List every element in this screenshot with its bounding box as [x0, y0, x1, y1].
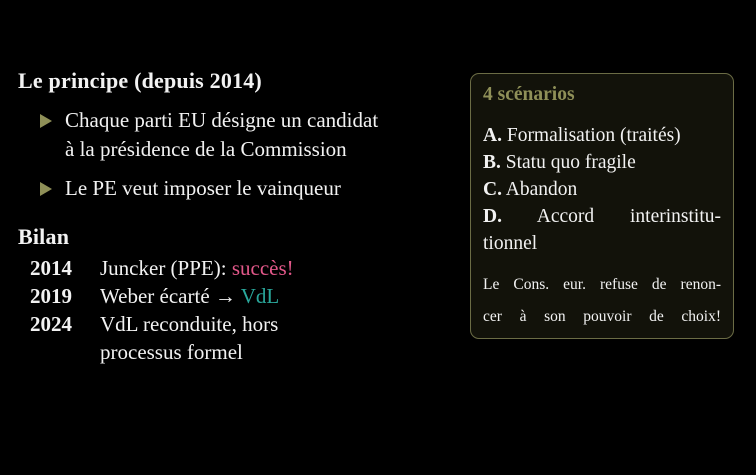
bullet-list: [40, 106, 450, 214]
timeline-row: [30, 282, 294, 310]
scenario-label: D.: [483, 206, 502, 227]
scenario-text: Abandon: [505, 179, 578, 200]
row-text: [100, 310, 278, 366]
row-text-line: VdL reconduite, hors: [100, 312, 279, 336]
row-text-line: processus formel: [100, 340, 243, 364]
note-line: cer à son pouvoir de choix!: [483, 308, 721, 325]
scenarios-box: [470, 73, 734, 339]
scenario-label: B.: [483, 152, 501, 173]
year-label: 2024: [30, 312, 72, 336]
scenario-text: Statu quo fragile: [505, 152, 636, 173]
scenario-item: [483, 122, 721, 149]
scenario-item: [483, 203, 721, 230]
scenarios-box-title: 4 scénarios: [483, 84, 575, 105]
note-line: Le Cons. eur. refuse de renon-: [483, 276, 721, 293]
bullet-text: [65, 106, 378, 163]
bullet-line: à la présidence de la Commission: [65, 136, 347, 161]
row-text: [100, 254, 294, 282]
council-note: [483, 269, 721, 333]
scenario-text-continuation: tionnel: [483, 233, 538, 254]
scenario-item: [483, 149, 721, 176]
row-text-plain: Juncker (PPE):: [100, 256, 232, 280]
timeline-row: [30, 254, 294, 282]
scenario-text: Accord interinstitu-: [536, 206, 721, 227]
triangle-bullet-icon: [40, 182, 52, 196]
row-text: [100, 282, 279, 310]
bilan-list: [30, 254, 294, 366]
bullet-text: [65, 174, 341, 203]
bullet-item: [40, 174, 450, 203]
year-label: 2019: [30, 284, 72, 308]
scenario-item: [483, 176, 721, 203]
timeline-row: [30, 310, 294, 366]
scenario-label: A.: [483, 125, 502, 146]
row-text-plain: Weber écarté →: [100, 284, 241, 308]
scenario-label: C.: [483, 179, 502, 200]
bilan-heading: Bilan: [18, 224, 70, 249]
principle-heading: Le principe (depuis 2014): [18, 68, 262, 93]
triangle-bullet-icon: [40, 114, 52, 128]
year-label: 2014: [30, 256, 72, 280]
bullet-line: Chaque parti EU désigne un candidat: [65, 108, 379, 132]
vdl-highlight: VdL: [240, 284, 280, 308]
bullet-item: [40, 106, 450, 163]
success-highlight: succès!: [231, 256, 294, 280]
bullet-line: Le PE veut imposer le vainqueur: [65, 176, 341, 200]
scenario-text: Formalisation (traités): [506, 125, 681, 146]
